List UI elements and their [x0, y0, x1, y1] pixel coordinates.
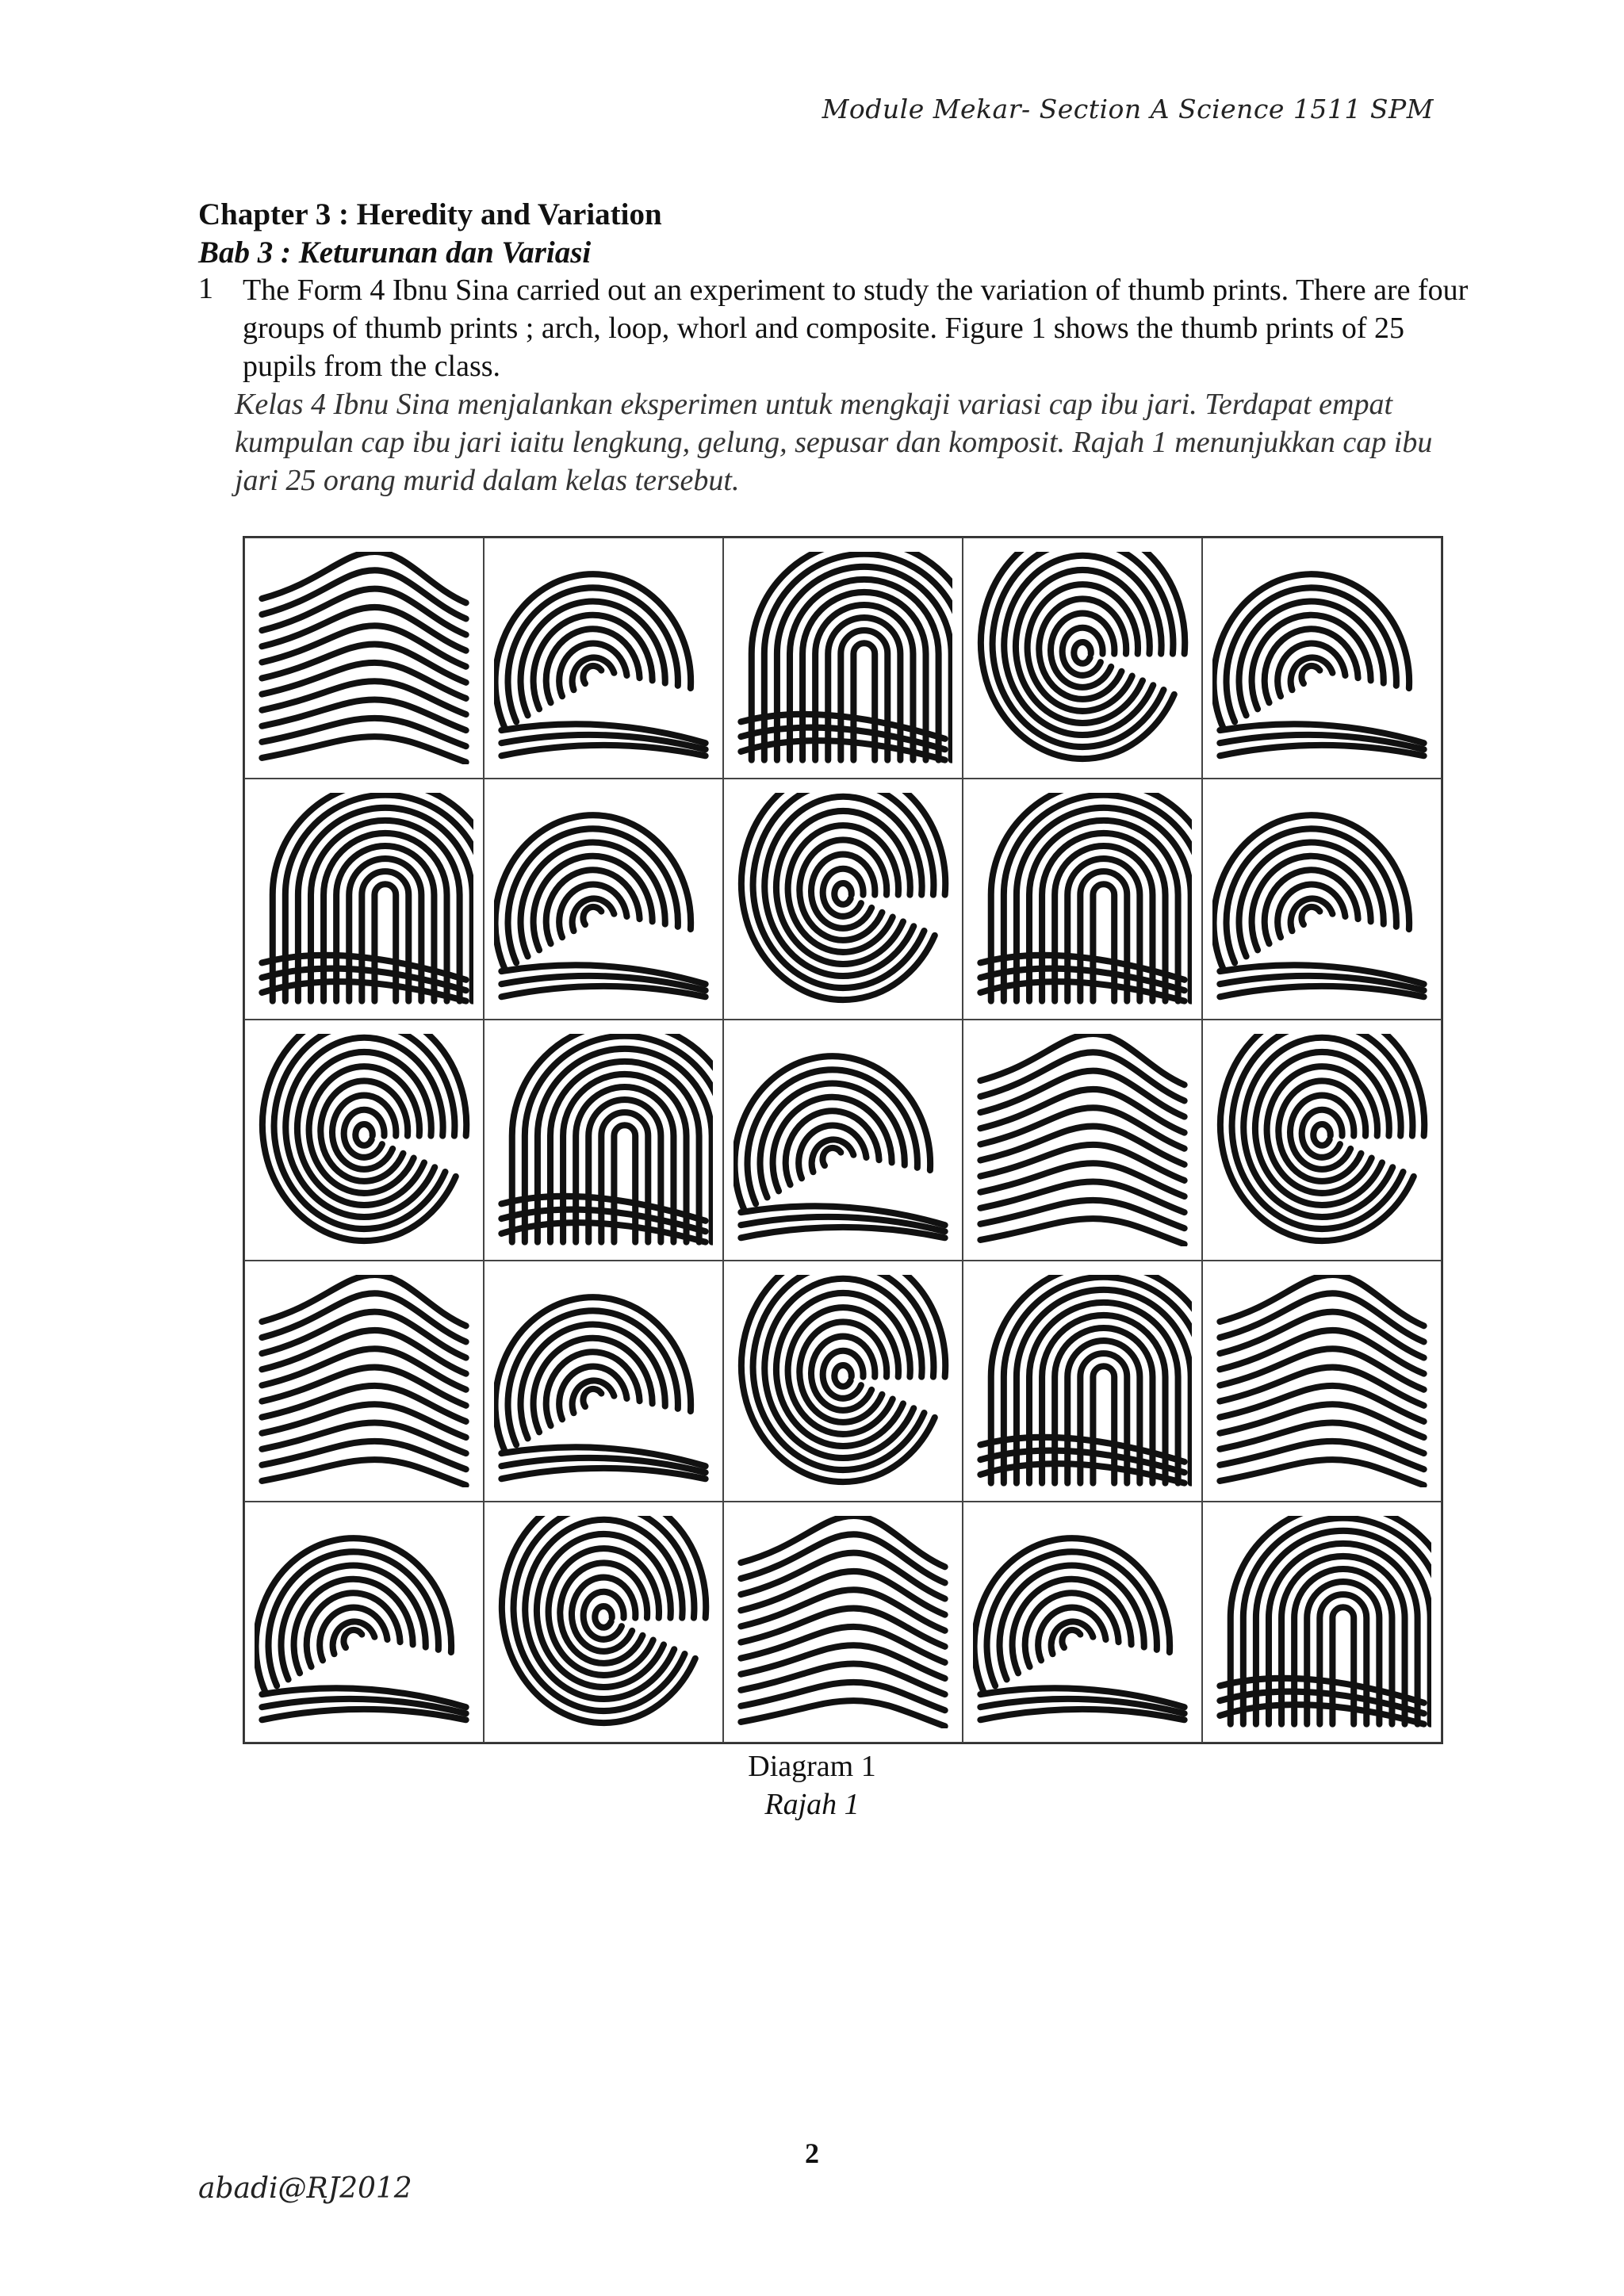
- thumbprint-composite: [1202, 779, 1442, 1020]
- arch-pattern-picture: [733, 1516, 952, 1728]
- question-text: The Form 4 Ibnu Sina carried out an experiment to study the variation of thumb prints. There are four groups of thumb prints ; arch, loop, whorl and composite. Figure 1 shows the thumb prints of 25 pupils from the class.: [243, 274, 1469, 383]
- thumbprint-composite: [484, 1261, 723, 1502]
- thumbprint-arch: [963, 1020, 1202, 1261]
- composite-pattern-picture: [494, 793, 713, 1005]
- loop-pattern-picture: [973, 1275, 1192, 1487]
- whorl-pattern-picture: [733, 793, 952, 1005]
- thumbprint-whorl: [484, 1502, 723, 1743]
- composite-pattern-picture: [1212, 793, 1431, 1005]
- composite-pattern-picture: [255, 1516, 473, 1728]
- thumbprint-composite: [963, 1502, 1202, 1743]
- chapter-title-malay: Bab 3 : Keturunan dan Variasi: [198, 235, 592, 270]
- thumbprint-arch: [1202, 1261, 1442, 1502]
- thumbprint-composite: [244, 1502, 484, 1743]
- thumbprint-whorl: [723, 779, 963, 1020]
- whorl-pattern-picture: [255, 1034, 473, 1246]
- composite-pattern-picture: [494, 552, 713, 764]
- whorl-pattern-picture: [973, 552, 1192, 764]
- thumbprint-whorl: [244, 1020, 484, 1261]
- question-text-malay: Kelas 4 Ibnu Sina menjalankan eksperimen untuk mengkaji variasi cap ibu jari. Terdapat empat kumpulan cap ibu jari iaitu lengkung, gelung, sepusar dan komposit. Rajah 1 menunjukkan cap ibu jari 25 orang murid dalam kelas tersebut.: [235, 388, 1433, 497]
- arch-pattern-picture: [255, 1275, 473, 1487]
- thumbprint-grid: [243, 536, 1443, 1744]
- arch-pattern-picture: [255, 552, 473, 764]
- module-header: Module Mekar- Section A Science 1511 SPM: [822, 94, 1434, 124]
- thumbprint-loop: [723, 538, 963, 779]
- page-number: 2: [805, 2137, 819, 2169]
- diagram-caption: Diagram 1: [748, 1750, 876, 1783]
- thumbprint-composite: [484, 779, 723, 1020]
- diagram-caption-malay: Rajah 1: [764, 1788, 860, 1821]
- loop-pattern-picture: [255, 793, 473, 1005]
- composite-pattern-picture: [733, 1034, 952, 1246]
- whorl-pattern-picture: [494, 1516, 713, 1728]
- thumbprint-whorl: [963, 538, 1202, 779]
- arch-pattern-picture: [1212, 1275, 1431, 1487]
- thumbprint-whorl: [1202, 1020, 1442, 1261]
- thumbprint-composite: [1202, 538, 1442, 779]
- whorl-pattern-picture: [1212, 1034, 1431, 1246]
- composite-pattern-picture: [494, 1275, 713, 1487]
- whorl-pattern-picture: [733, 1275, 952, 1487]
- thumbprint-composite: [484, 538, 723, 779]
- composite-pattern-picture: [1212, 552, 1431, 764]
- thumbprint-loop: [963, 779, 1202, 1020]
- loop-pattern-picture: [733, 552, 952, 764]
- thumbprint-arch: [244, 1261, 484, 1502]
- chapter-title: Chapter 3 : Heredity and Variation: [198, 197, 662, 232]
- thumbprint-loop: [484, 1020, 723, 1261]
- composite-pattern-picture: [973, 1516, 1192, 1728]
- loop-pattern-picture: [1212, 1516, 1431, 1728]
- thumbprint-composite: [723, 1020, 963, 1261]
- question-number: 1: [198, 272, 213, 305]
- arch-pattern-picture: [973, 1034, 1192, 1246]
- thumbprint-loop: [963, 1261, 1202, 1502]
- thumbprint-arch: [244, 538, 484, 779]
- thumbprint-loop: [244, 779, 484, 1020]
- thumbprint-loop: [1202, 1502, 1442, 1743]
- loop-pattern-picture: [973, 793, 1192, 1005]
- thumbprint-arch: [723, 1502, 963, 1743]
- loop-pattern-picture: [494, 1034, 713, 1246]
- author-footer: abadi@RJ2012: [198, 2172, 412, 2205]
- thumbprint-whorl: [723, 1261, 963, 1502]
